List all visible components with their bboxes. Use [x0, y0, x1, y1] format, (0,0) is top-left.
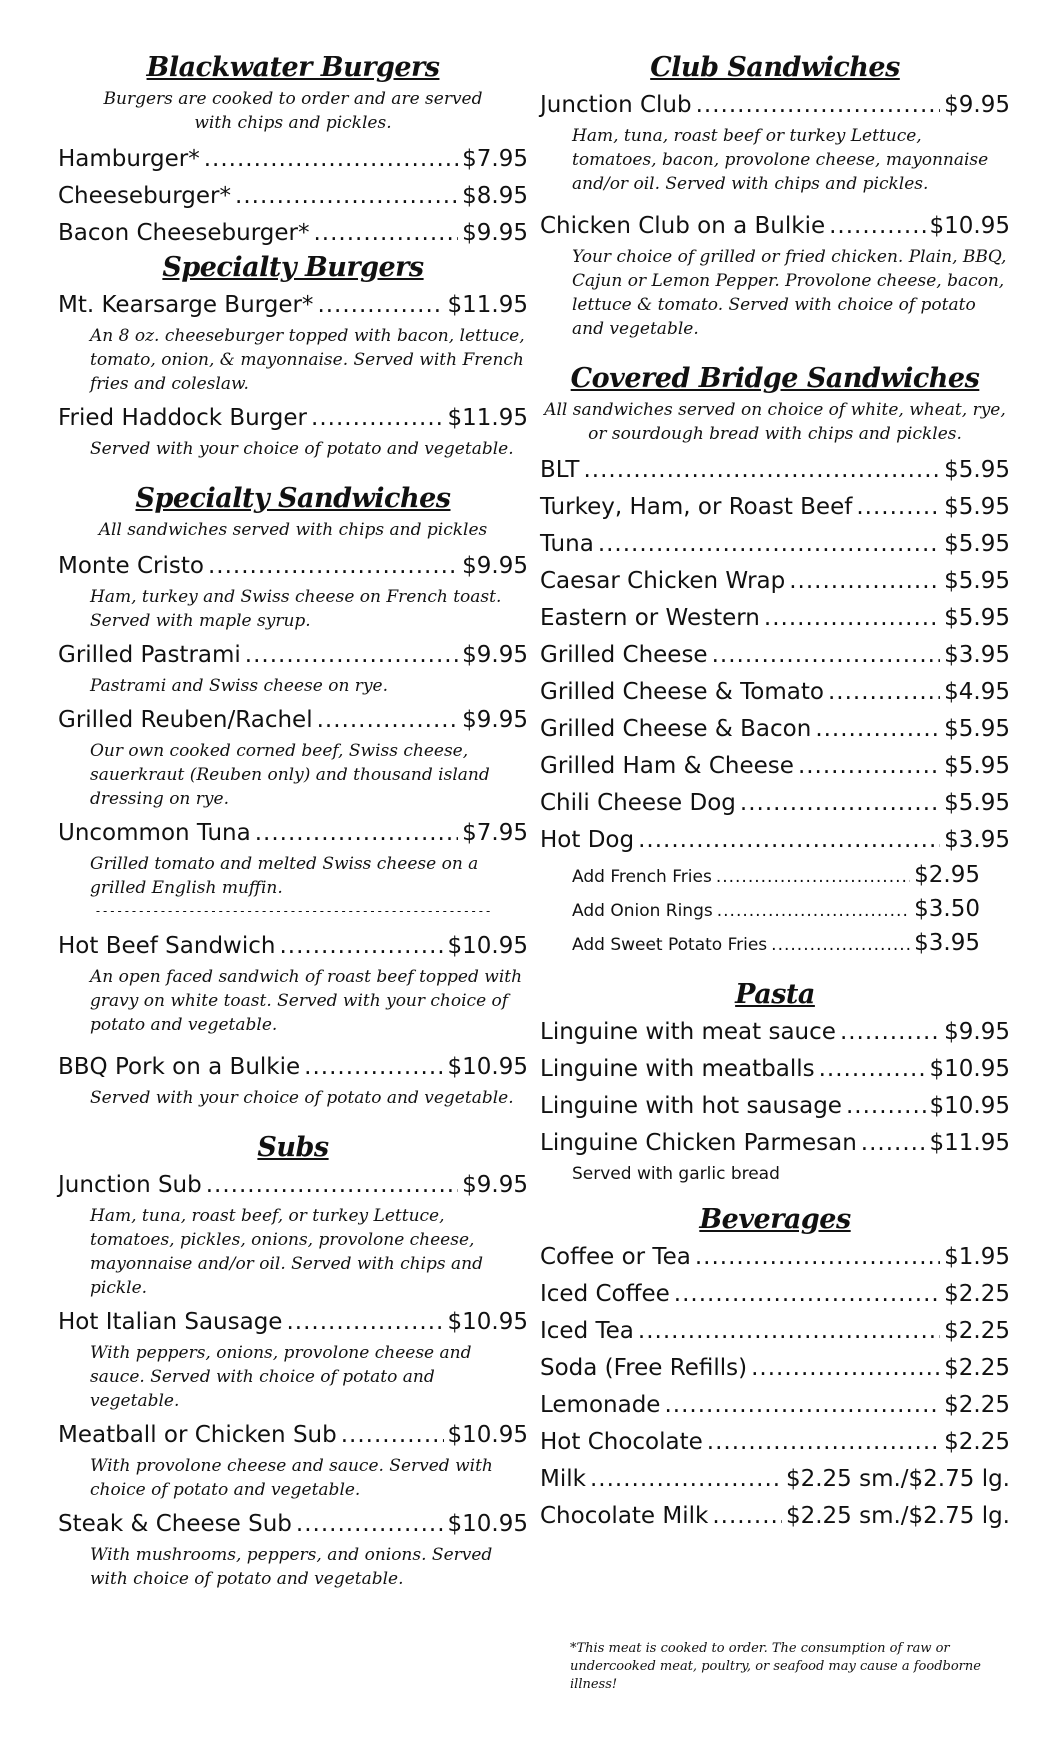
- menu-item: Linguine Chicken Parmesan ..... $11.95: [540, 1125, 1010, 1162]
- menu-item: Fried Haddock Burger ..... $11.95: [58, 400, 528, 437]
- menu-item: Chicken Club on a Bulkie ..... $10.95: [540, 208, 1010, 245]
- addon-item: Add French Fries ..... $2.95: [540, 859, 980, 893]
- footnote-disclaimer: *This meat is cooked to order. The consumption of raw or undercooked meat, poultry, or seafood may cause a foodborne illness!: [570, 1641, 981, 1692]
- menu-item: Milk ..... $2.25 sm./$2.75 lg.: [540, 1461, 1010, 1498]
- menu-item: Grilled Pastrami ..... $9.95: [58, 637, 528, 674]
- addon-item: Add Onion Rings ..... $3.50: [540, 893, 980, 927]
- menu-item: Coffee or Tea ..... $1.95: [540, 1239, 1010, 1276]
- item-description: Served with your choice of potato and vegetable.: [90, 1088, 514, 1108]
- menu-item: Iced Coffee ..... $2.25: [540, 1276, 1010, 1313]
- section-note: All sandwiches served on choice of white, wheat, rye, or sourdough bread with chips and pickles.: [544, 400, 1006, 444]
- left-column: [58, 52, 528, 1595]
- item-description: Your choice of grilled or fried chicken. Plain, BBQ, Cajun or Lemon Pepper. Provolone cheese, bacon, lettuce & tomato. Served with choice of potato and vegetable.: [572, 247, 1007, 339]
- section-title: Subs: [257, 1132, 329, 1163]
- item-description: Ham, turkey and Swiss cheese on French toast. Served with maple syrup.: [90, 587, 502, 631]
- menu-item: Mt. Kearsarge Burger* ..... $11.95: [58, 287, 528, 324]
- pasta-note: Served with garlic bread: [572, 1164, 780, 1184]
- menu-item: Linguine with meat sauce ..... $9.95: [540, 1014, 1010, 1051]
- section-title: Blackwater Burgers: [146, 52, 440, 83]
- menu-item: Caesar Chicken Wrap ..... $5.95: [540, 563, 1010, 600]
- section-title: Pasta: [735, 979, 815, 1010]
- section-blackwater-burgers: [58, 52, 528, 252]
- menu-item: Junction Club ..... $9.95: [540, 87, 1010, 124]
- section-note: All sandwiches served with chips and pickles: [98, 520, 488, 540]
- section-pasta: [540, 979, 1010, 1186]
- divider: -------------------------------------------------------: [94, 904, 492, 918]
- addon-item: Add Sweet Potato Fries ..... $3.95: [540, 927, 980, 961]
- item-description: Ham, tuna, roast beef, or turkey Lettuce, tomatoes, pickles, onions, provolone cheese, mayonnaise and/or oil. Served with chips and pickle.: [90, 1206, 483, 1298]
- menu-item: Junction Sub ..... $9.95: [58, 1167, 528, 1204]
- menu-item: Linguine with hot sausage ..... $10.95: [540, 1088, 1010, 1125]
- menu-item: Lemonade ..... $2.25: [540, 1387, 1010, 1424]
- item-description: With provolone cheese and sauce. Served with choice of potato and vegetable.: [90, 1456, 493, 1500]
- menu-item: Cheeseburger* ..... $8.95: [58, 178, 528, 215]
- item-description: Served with your choice of potato and vegetable.: [90, 439, 514, 459]
- menu-item: Grilled Cheese ..... $3.95: [540, 637, 1010, 674]
- section-covered-bridge-sandwiches: [540, 363, 1010, 961]
- menu-item: Chili Cheese Dog ..... $5.95: [540, 785, 1010, 822]
- menu-item: Hot Chocolate ..... $2.25: [540, 1424, 1010, 1461]
- right-column: [540, 52, 1010, 1535]
- section-specialty-burgers: [58, 252, 528, 461]
- item-description: Pastrami and Swiss cheese on rye.: [90, 676, 389, 696]
- section-note: Burgers are cooked to order and are served with chips and pickles.: [103, 89, 483, 133]
- menu-item: Hot Italian Sausage ..... $10.95: [58, 1304, 528, 1341]
- section-specialty-sandwiches: [58, 483, 528, 1110]
- menu-item: BLT ..... $5.95: [540, 452, 1010, 489]
- menu-item: Turkey, Ham, or Roast Beef ..... $5.95: [540, 489, 1010, 526]
- menu-item: Bacon Cheeseburger* ..... $9.95: [58, 215, 528, 252]
- section-title: Club Sandwiches: [650, 52, 900, 83]
- section-title: Specialty Burgers: [162, 252, 424, 283]
- menu-item: Hamburger* ..... $7.95: [58, 141, 528, 178]
- menu-item: Grilled Cheese & Bacon ..... $5.95: [540, 711, 1010, 748]
- section-title: Specialty Sandwiches: [135, 483, 451, 514]
- menu-item: Hot Beef Sandwich ..... $10.95: [58, 928, 528, 965]
- menu-item: Monte Cristo ..... $9.95: [58, 548, 528, 585]
- item-description: With peppers, onions, provolone cheese and sauce. Served with choice of potato and vegetable.: [90, 1343, 472, 1411]
- item-description: Grilled tomato and melted Swiss cheese on a grilled English muffin.: [90, 854, 479, 898]
- menu-item: Soda (Free Refills) ..... $2.25: [540, 1350, 1010, 1387]
- item-description: An 8 oz. cheeseburger topped with bacon, lettuce, tomato, onion, & mayonnaise. Served with French fries and coleslaw.: [90, 326, 525, 394]
- menu-item: Tuna ..... $5.95: [540, 526, 1010, 563]
- menu-item: Meatball or Chicken Sub ..... $10.95: [58, 1417, 528, 1454]
- section-title: Beverages: [699, 1204, 851, 1235]
- section-subs: [58, 1132, 528, 1591]
- item-description: Our own cooked corned beef, Swiss cheese, sauerkraut (Reuben only) and thousand island dressing on rye.: [90, 741, 490, 809]
- item-description: With mushrooms, peppers, and onions. Served with choice of potato and vegetable.: [90, 1545, 493, 1589]
- menu-item: Grilled Ham & Cheese ..... $5.95: [540, 748, 1010, 785]
- section-club-sandwiches: [540, 52, 1010, 341]
- menu-item: Iced Tea ..... $2.25: [540, 1313, 1010, 1350]
- item-description: Ham, tuna, roast beef or turkey Lettuce, tomatoes, bacon, provolone cheese, mayonnaise and/or oil. Served with chips and pickles.: [572, 126, 989, 194]
- section-title: Covered Bridge Sandwiches: [570, 363, 980, 394]
- menu-item: Eastern or Western ..... $5.95: [540, 600, 1010, 637]
- menu-item: Uncommon Tuna ..... $7.95: [58, 815, 528, 852]
- menu-item: BBQ Pork on a Bulkie ..... $10.95: [58, 1049, 528, 1086]
- menu-item: Grilled Cheese & Tomato ..... $4.95: [540, 674, 1010, 711]
- menu-item: Steak & Cheese Sub ..... $10.95: [58, 1506, 528, 1543]
- section-beverages: [540, 1204, 1010, 1535]
- menu-item: Chocolate Milk ..... $2.25 sm./$2.75 lg.: [540, 1498, 1010, 1535]
- item-description: An open faced sandwich of roast beef topped with gravy on white toast. Served with your choice of potato and vegetable.: [90, 967, 523, 1035]
- menu-item: Hot Dog ..... $3.95: [540, 822, 1010, 859]
- menu-item: Grilled Reuben/Rachel ..... $9.95: [58, 702, 528, 739]
- menu-item: Linguine with meatballs ..... $10.95: [540, 1051, 1010, 1088]
